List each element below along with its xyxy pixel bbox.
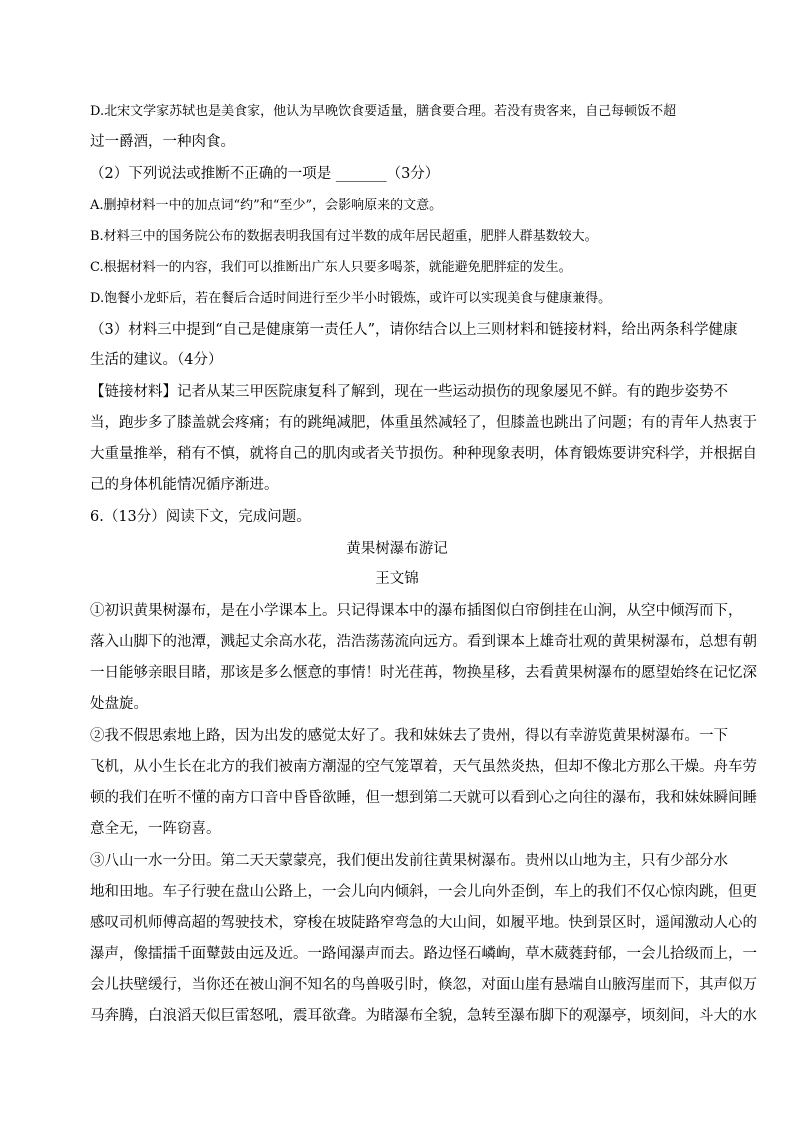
paragraph-3-line6: 马奔腾，白浪滔天似巨雷怒吼，震耳欲聋。为睹瀑布全貌，急转至瀑布脚下的观瀑亭，顷刻间，斗大的水 [90, 1008, 757, 1024]
question-6-heading: 6.（13分）阅读下文，完成问题。 [90, 509, 311, 525]
paragraph-3-line4: 瀑声，像擂擂千面鼙鼓由远及近。一路闻瀑声而去。路边怪石嶙峋，草木葳蕤葑郁，一会儿拾级而上，一 [90, 946, 757, 962]
paragraph-3-line3: 感叹司机师傅高超的驾驶技术，穿梭在坡陡路窄弯急的大山间，如履平地。快到景区时，遥闻激动人心的 [90, 915, 757, 931]
q2-option-a: A.删掉材料一中的加点词“约”和“至少”，会影响原来的文意。 [90, 198, 443, 213]
q2-stem: （2）下列说法或推断不正确的一项是 _______（3分） [90, 166, 440, 182]
paragraph-2-line2: 飞机，从小生长在北方的我们被南方潮湿的空气笼罩着，天气虽然炎热，但却不像北方那么干燥。舟车劳 [90, 759, 757, 775]
paragraph-1-line2: 落入山脚下的池潭，溅起丈余高水花，浩浩荡荡流向远方。看到课本上雄奇壮观的黄果树瀑布，总想有朝 [90, 634, 757, 650]
link-material-line1: 【链接材料】记者从某三甲医院康复科了解到，现在一些运动损伤的现象屡见不鲜。有的跑步姿势不 [90, 384, 728, 400]
link-material-line3: 大重量推举，稍有不慎，就将自己的肌肉或者关节损伤。种种现象表明，体育锻炼要讲究科学，并根据自 [90, 446, 757, 462]
paragraph-2-line3: 顿的我们在听不懂的南方口音中昏昏欲睡，但一想到第二天就可以看到心之向往的瀑布，我和妹妹瞬间睡 [90, 790, 757, 806]
q2-option-c: C.根据材料一的内容，我们可以推断出广东人只要多喝茶，就能避免肥胖症的发生。 [90, 260, 572, 275]
paragraph-3-line1: ③八山一水一分田。第二天天蒙蒙亮，我们便出发前往黄果树瀑布。贵州以山地为主，只有少部分水 [90, 853, 728, 869]
paragraph-3-line5: 会儿扶壁缓行，当你还在被山涧不知名的鸟兽吸引时，倏忽，对面山崖有悬端自山腋泻崖而下，其声似万 [90, 977, 757, 993]
paragraph-1-line1: ①初识黄果树瀑布，是在小学课本上。只记得课本中的瀑布插图似白帘倒挂在山涧，从空中倾泻而下， [90, 603, 743, 619]
article-title: 黄果树瀑布游记 [346, 541, 448, 557]
paragraph-2-line1: ②我不假思索地上路，因为出发的感觉太好了。我和妹妹去了贵州，得以有幸游览黄果树瀑布。一下 [90, 728, 728, 744]
q2-option-d: D.饱餐小龙虾后，若在餐后合适时间进行至少半小时锻炼，或许可以实现美食与健康兼得。 [90, 291, 612, 306]
q1-option-d-line2: 过一爵酒，一种肉食。 [90, 134, 235, 150]
q2-option-b: B.材料三中的国务院公布的数据表明我国有过半数的成年居民超重，肥胖人群基数较大。 [90, 229, 598, 244]
article-author: 王文锦 [375, 571, 419, 587]
q1-option-d-line1: D.北宋文学家苏轼也是美食家，他认为早晚饮食要适量，膳食要合理。若没有贵客来，自己每顿饭不超 [90, 104, 677, 119]
paragraph-2-line4: 意全无，一阵窃喜。 [90, 821, 221, 837]
paragraph-1-line4: 处盘旋。 [90, 696, 148, 712]
paragraph-1-line3: 一日能够亲眼目睹，那该是多么惬意的事情！时光荏苒，物换星移，去看黄果树瀑布的愿望始终在记忆深 [90, 665, 757, 681]
link-material-line2: 当，跑步多了膝盖就会疼痛；有的跳绳减肥，体重虽然减轻了，但膝盖也跳出了问题；有的青年人热衷于 [90, 415, 757, 431]
paragraph-3-line2: 地和田地。车子行驶在盘山公路上，一会儿向内倾斜，一会儿向外歪倒，车上的我们不仅心惊肉跳，但更 [90, 884, 757, 900]
q3-line1: （3）材料三中提到“自己是健康第一责任人”，请你结合以上三则材料和链接材料，给出两条科学健康 [90, 322, 738, 338]
link-material-line4: 己的身体机能情况循序渐进。 [90, 477, 279, 493]
q3-line2: 生活的建议。（4分） [90, 352, 223, 368]
